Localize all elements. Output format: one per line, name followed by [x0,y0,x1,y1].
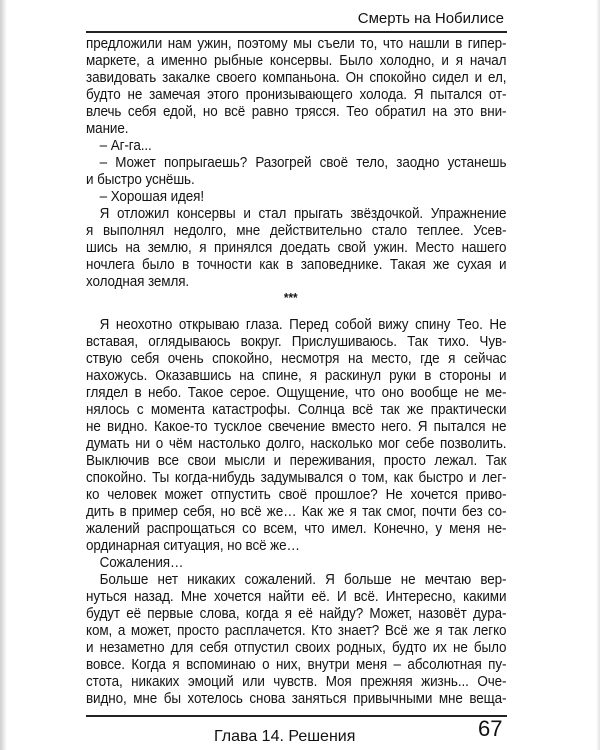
text-line: ко человек может отпустить своё прошлое? Не хочется приво- [86,487,507,503]
text-line: Я отложил консервы и стал прыгать звёздочкой. Упражнение [99,206,507,222]
text-line: видно, мне бы хотелось снова заняться привычными мне веща- [86,691,507,707]
text-line: ком, а может, просто расплачется. Кто знает? Всё же я так легко [86,623,507,639]
text-line: и незаметно для себя отпустил своих родных, будто их не было [86,640,507,656]
page-edge-shadow-left [0,0,7,750]
dialogue-line [86,155,506,189]
text-line: ствую себя очень спокойно, несмотря на место, где я сейчас [86,351,507,367]
text-line: дить в пример себя, но всё же… Как же я так смог, почти без со- [86,504,507,520]
text-line: стота, никаких эмоций или чувств. Моя прежняя жизнь... Оче- [86,674,507,690]
paragraph [86,572,506,708]
paragraph [86,36,506,138]
text-line: предложили нам ужин, поэтому мы съели то, что нашли в гипер- [86,36,507,52]
paragraph [86,317,506,555]
text-line: Я неохотно открываю глаза. Перед собой вижу спину Тео. Не [99,317,507,333]
text-line: я выполнял недолго, мне действительно стало теплее. Усев- [86,223,507,239]
text-line: холодная земля. [86,274,190,290]
text-line: нахожусь. Оказавшись на спине, я раскинул руки в стороны и [86,368,507,384]
running-title: Смерть на Нобилисе [357,10,504,27]
text-line: будто не замечая этого пронизывающего холода. Я пытался от- [86,87,507,103]
text-line: – Аг-га... [99,138,152,154]
chapter-title: Глава 14. Решения [214,728,356,745]
text-line: вставая, оглядываюсь вокруг. Прислушиваюсь. Так тихо. Чув- [86,334,507,350]
body-text [86,36,506,708]
page-number: 67 [478,716,503,741]
text-line: Сожаления… [99,555,184,571]
text-line: влечь себя едой, но всё равно трясся. Тео обратил на это вни- [86,104,507,120]
text-line: шись на землю, я принялся доедать свой ужин. Место нашего [86,240,507,256]
text-line: Больше нет никаких сожалений. Я больше не мечтаю вер- [99,572,507,588]
text-line: – Может попрыгаешь? Разогрей своё тело, заодно устанешь [99,155,507,171]
page-edge-shadow-right [596,0,600,750]
text-line: думать ни о чём настолько долго, насколько мог себе позволить. [86,436,507,452]
text-line: нялось с момента катастрофы. Солнца всё так же практически [86,402,507,418]
text-line: жалений распрощаться со всем, что имел. Конечно, у меня не- [86,521,507,537]
text-line: ординарная ситуация, но всё же… [86,538,300,554]
dialogue-line [86,138,506,155]
text-line: – Хорошая идея! [99,189,205,205]
text-line: завидовать закалке своего компаньона. Он спокойно сидел и ел, [86,70,507,86]
text-line: спокойно. Ты когда-нибудь задумывался о том, как быстро и лег- [86,470,507,486]
text-line: нуться назад. Мне хочется найти её. И всё. Интересно, какими [86,589,507,605]
text-line: будут её первые слова, когда я её найду? Может, назовёт дура- [86,606,507,622]
text-line: маркете, а именно рыбные консервы. Было холодно, и я начал [86,53,507,69]
text-line: и быстро уснёшь. [86,172,195,188]
text-line: мание. [86,121,129,137]
text-line: глядел в небо. Такое серое. Ощущение, что оно вообще не ме- [86,385,507,401]
text-line: ночлега было в точности как в заповеднике. Такая же сухая и [86,257,507,273]
header-rule [86,31,507,33]
text-line: не видно. Какое-то тусклое свечение вместо него. Я пытался не [86,419,507,435]
text-line: вовсе. Когда я вспоминаю о них, внутри меня – абсолютная пу- [86,657,507,673]
paragraph [86,555,506,572]
paragraph [86,206,506,291]
section-separator: *** [283,290,298,305]
dialogue-line [86,189,506,206]
text-line: Выключив все свои мысли и переживания, просто лежал. Так [86,453,507,469]
footer-rule [86,715,507,717]
